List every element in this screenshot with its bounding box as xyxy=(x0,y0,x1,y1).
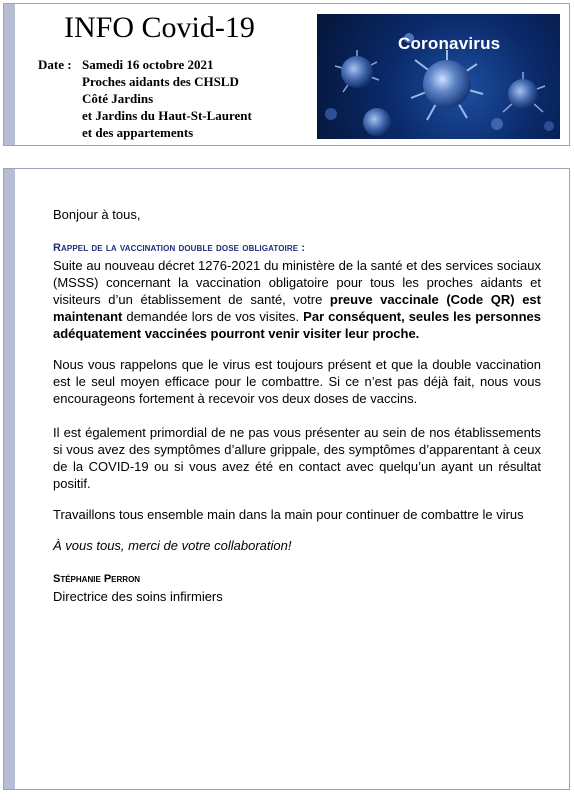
newsletter-header xyxy=(3,3,570,146)
date-value: Samedi 16 octobre 2021 xyxy=(82,57,214,72)
page-title: INFO Covid-19 xyxy=(64,11,255,44)
letter-body xyxy=(53,206,541,605)
date-label: Date : xyxy=(38,57,72,72)
letter-box xyxy=(3,168,570,790)
signer-title: Directrice des soins infirmiers xyxy=(53,589,223,604)
audience-line: et Jardins du Haut-St-Laurent xyxy=(82,108,252,123)
letter-accent-bar xyxy=(4,169,15,789)
audience-line: et des appartements xyxy=(82,125,194,140)
header-info xyxy=(82,56,252,141)
closing-line: À vous tous, merci de votre collaboration! xyxy=(53,538,292,553)
coronavirus-banner-image xyxy=(317,14,560,139)
audience-line: Proches aidants des CHSLD xyxy=(82,74,239,89)
paragraph-vaccination: Suite au nouveau décret 1276-2021 du ministère de la santé et des services sociaux (MSSS) concernant la vaccination obligatoire pour tous les proches aidants et visiteurs d’un établissement de santé, votre preuve vaccinale (Code QR) est maintenant demandée lors de vos visites. Par conséquent, seules les personnes adéquatement vaccinées pourront venir visiter leur proche. xyxy=(53,258,541,341)
virus-illustration-icon xyxy=(317,14,560,139)
paragraph-together: Travaillons tous ensemble main dans la main pour continuer de combattre le virus xyxy=(53,507,524,522)
header-accent-bar xyxy=(4,4,15,145)
section-heading: Rappel de la vaccination double dose obligatoire : xyxy=(53,242,306,254)
paragraph-symptoms: Il est également primordial de ne pas vous présenter au sein de nos établissements si vous avez des symptômes d’allure grippale, des symptômes d’apparentant à ceux de la COVID-19 ou si vous avez été en contact avec quelqu’un ayant un résultat positif. xyxy=(53,425,541,491)
audience-line: Côté Jardins xyxy=(82,91,154,106)
greeting: Bonjour à tous, xyxy=(53,207,141,222)
banner-title: Coronavirus xyxy=(398,34,501,53)
paragraph-reminder: Nous vous rappelons que le virus est toujours présent et que la double vaccination est le seul moyen efficace pour le combattre. Si ce n’est pas déjà fait, nous vous encourageons fortement à recevoir vos deux doses de vaccins. xyxy=(53,357,541,406)
signer-name: Stéphanie Perron xyxy=(53,573,141,585)
